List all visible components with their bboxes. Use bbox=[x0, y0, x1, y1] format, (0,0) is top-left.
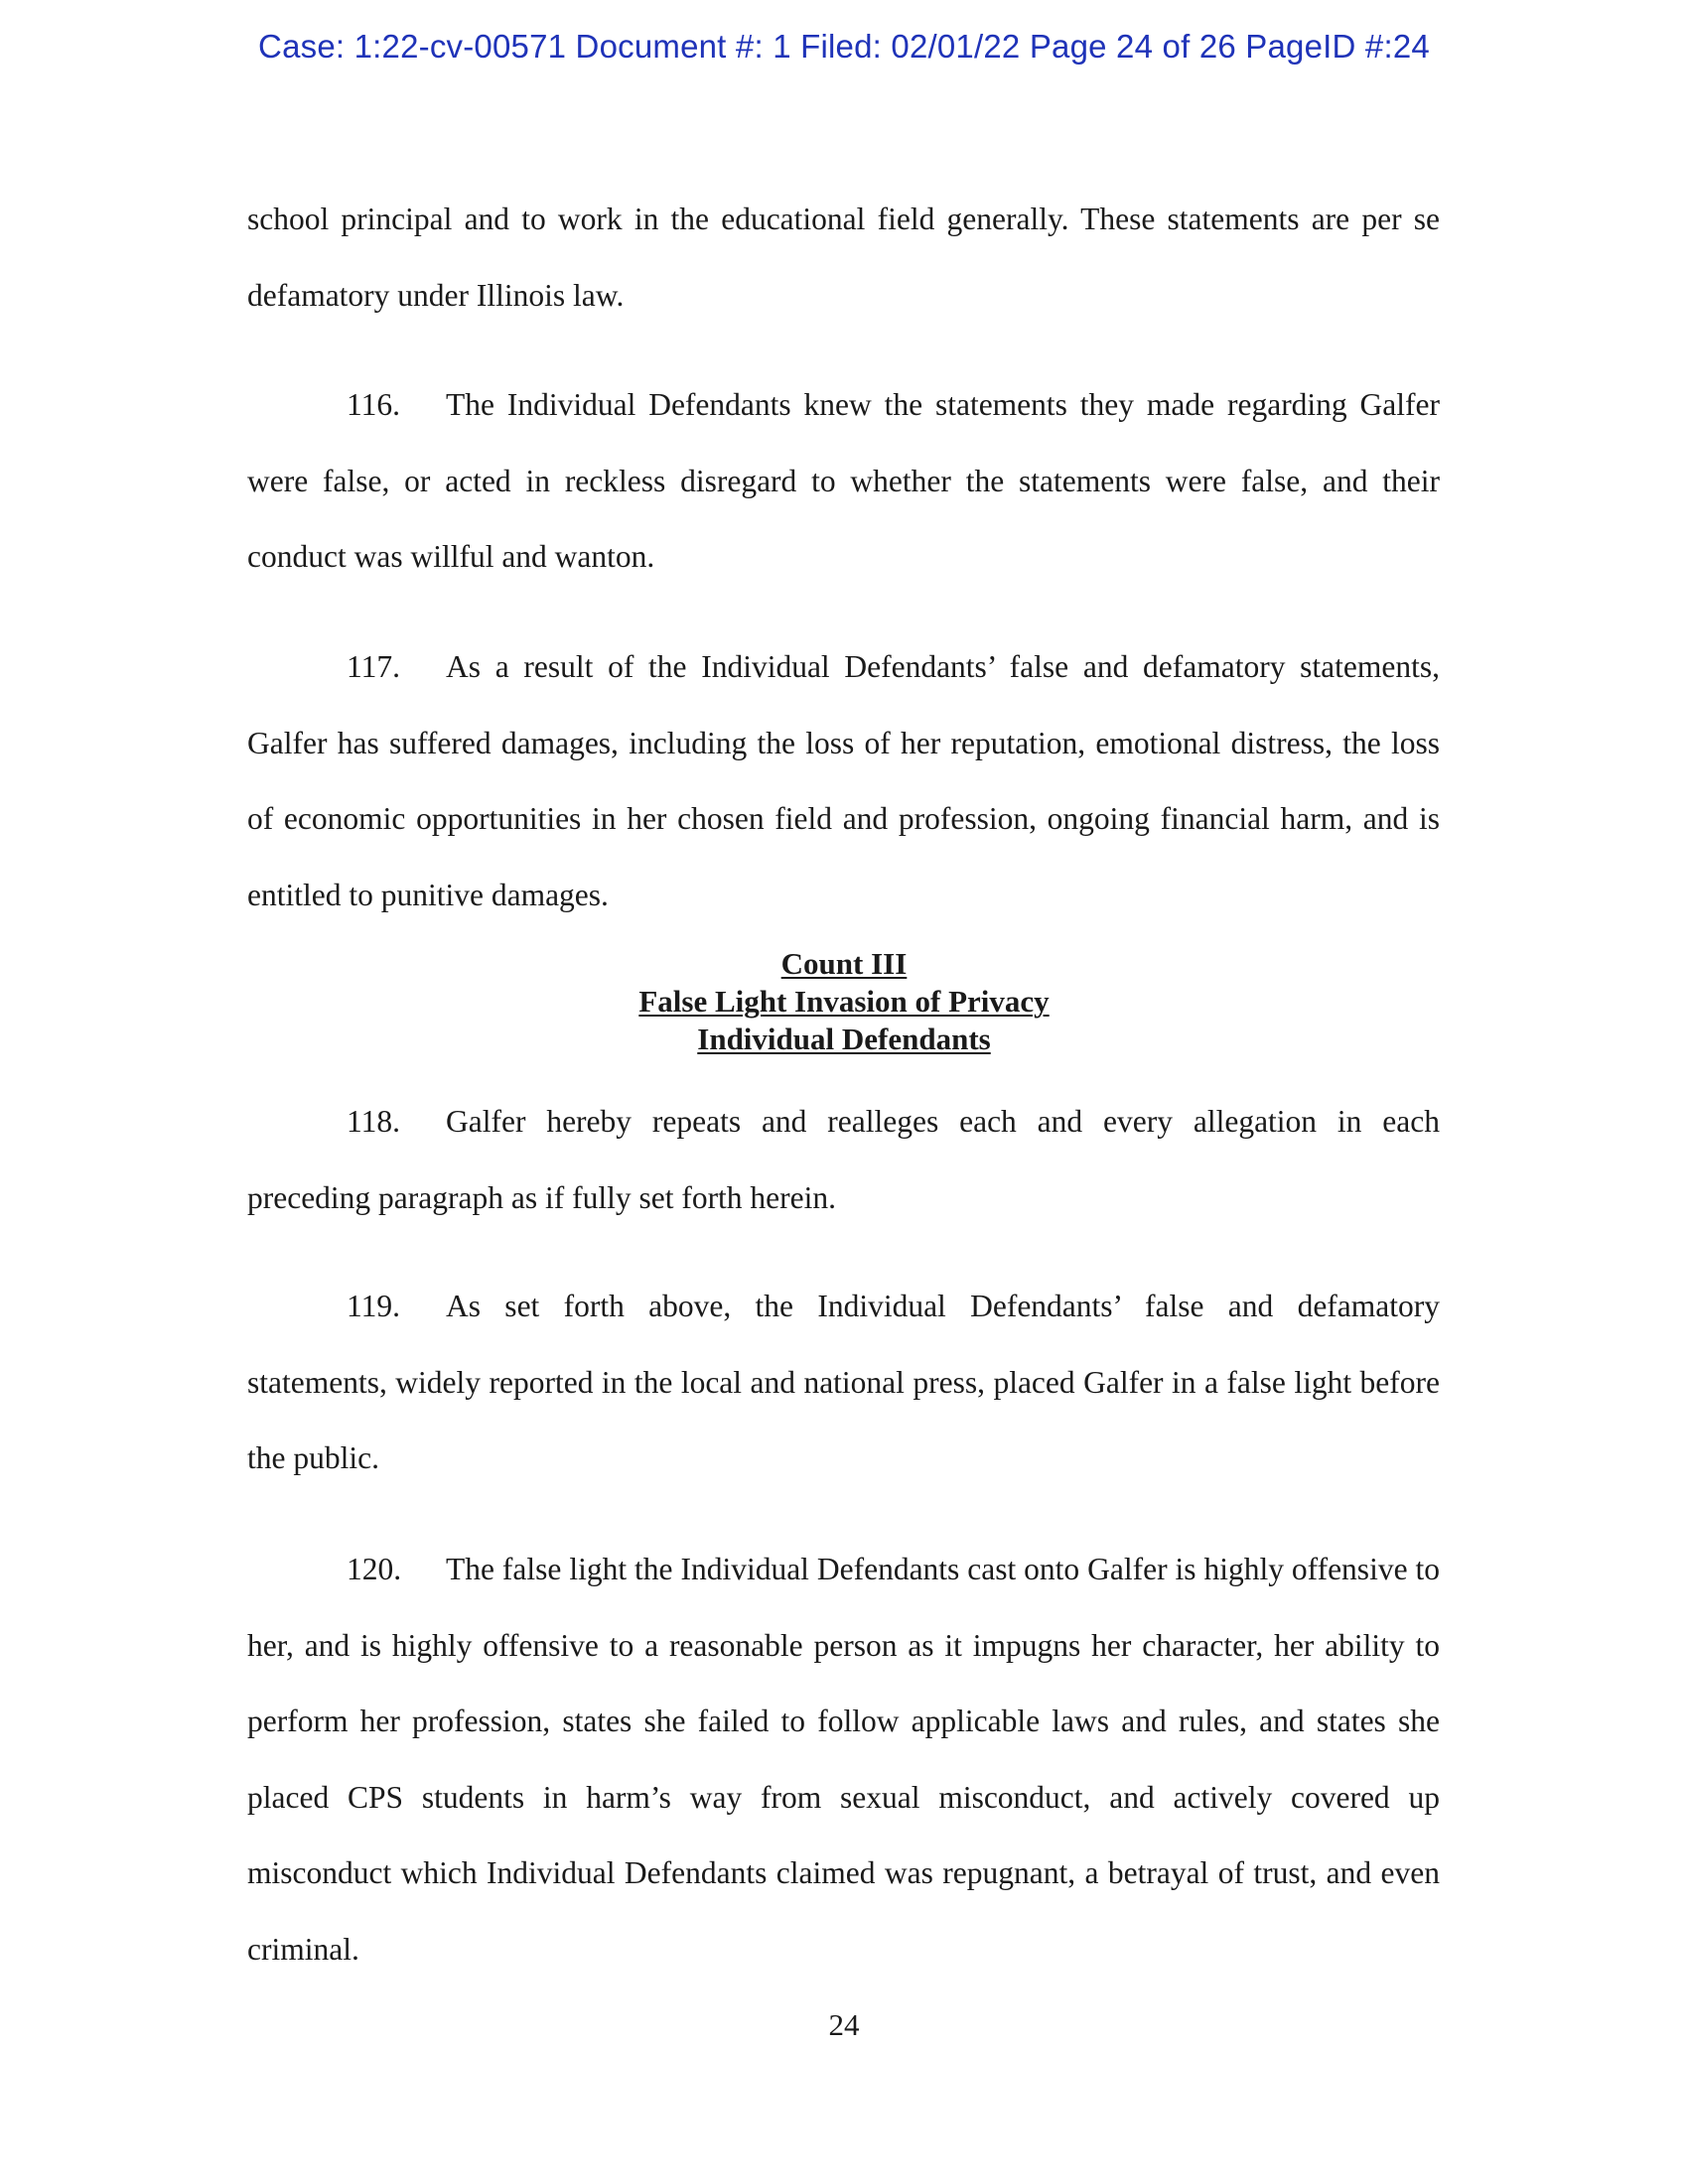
paragraph-number: 117. bbox=[347, 649, 400, 684]
paragraph-119 bbox=[247, 1269, 1440, 1497]
paragraph-117 bbox=[247, 629, 1440, 933]
paragraph-number: 116. bbox=[347, 387, 400, 422]
paragraph-text: The Individual Defendants knew the statements they made regarding Galfer were false, or acted in reckless disregard to whether the statements were false, and their conduct was willful and wanton. bbox=[247, 387, 1440, 574]
paragraph-number: 120. bbox=[347, 1552, 402, 1586]
paragraph-text: As set forth above, the Individual Defendants’ false and defamatory statements, widely reported in the local and national press, placed Galfer in a false light before the public. bbox=[247, 1289, 1440, 1475]
paragraph-text: school principal and to work in the educational field generally. These statements are per se defamatory under Illinois law. bbox=[247, 202, 1440, 313]
paragraph-118 bbox=[247, 1084, 1440, 1236]
count-heading bbox=[0, 945, 1688, 1058]
paragraph-120 bbox=[247, 1532, 1440, 1987]
count-against: Individual Defendants bbox=[697, 1022, 991, 1056]
paragraph-text: The false light the Individual Defendants cast onto Galfer is highly offensive to her, and is highly offensive to a reasonable person as it impugns her character, her ability to perform her profession, states she failed to follow applicable laws and rules, and states she placed CPS students in harm’s way from sexual misconduct, and actively covered up misconduct which Individual Defendants claimed was repugnant, a betrayal of trust, and even criminal. bbox=[247, 1552, 1440, 1967]
paragraph-continuation bbox=[247, 182, 1440, 334]
paragraph-number: 118. bbox=[347, 1104, 400, 1139]
paragraph-number: 119. bbox=[347, 1289, 400, 1323]
page-number: 24 bbox=[828, 2007, 860, 2042]
case-header: Case: 1:22-cv-00571 Document #: 1 Filed: 02/01/22 Page 24 of 26 PageID #:24 bbox=[258, 28, 1430, 65]
count-title: False Light Invasion of Privacy bbox=[638, 984, 1050, 1019]
count-number: Count III bbox=[780, 946, 908, 981]
paragraph-text: As a result of the Individual Defendants’ false and defamatory statements, Galfer has suffered damages, including the loss of her reputation, emotional distress, the loss of economic opportunities in her chosen field and profession, ongoing financial harm, and is entitled to punitive damages. bbox=[247, 649, 1440, 912]
paragraph-text: Galfer hereby repeats and realleges each and every allegation in each preceding paragraph as if fully set forth herein. bbox=[247, 1104, 1440, 1215]
paragraph-116 bbox=[247, 367, 1440, 596]
